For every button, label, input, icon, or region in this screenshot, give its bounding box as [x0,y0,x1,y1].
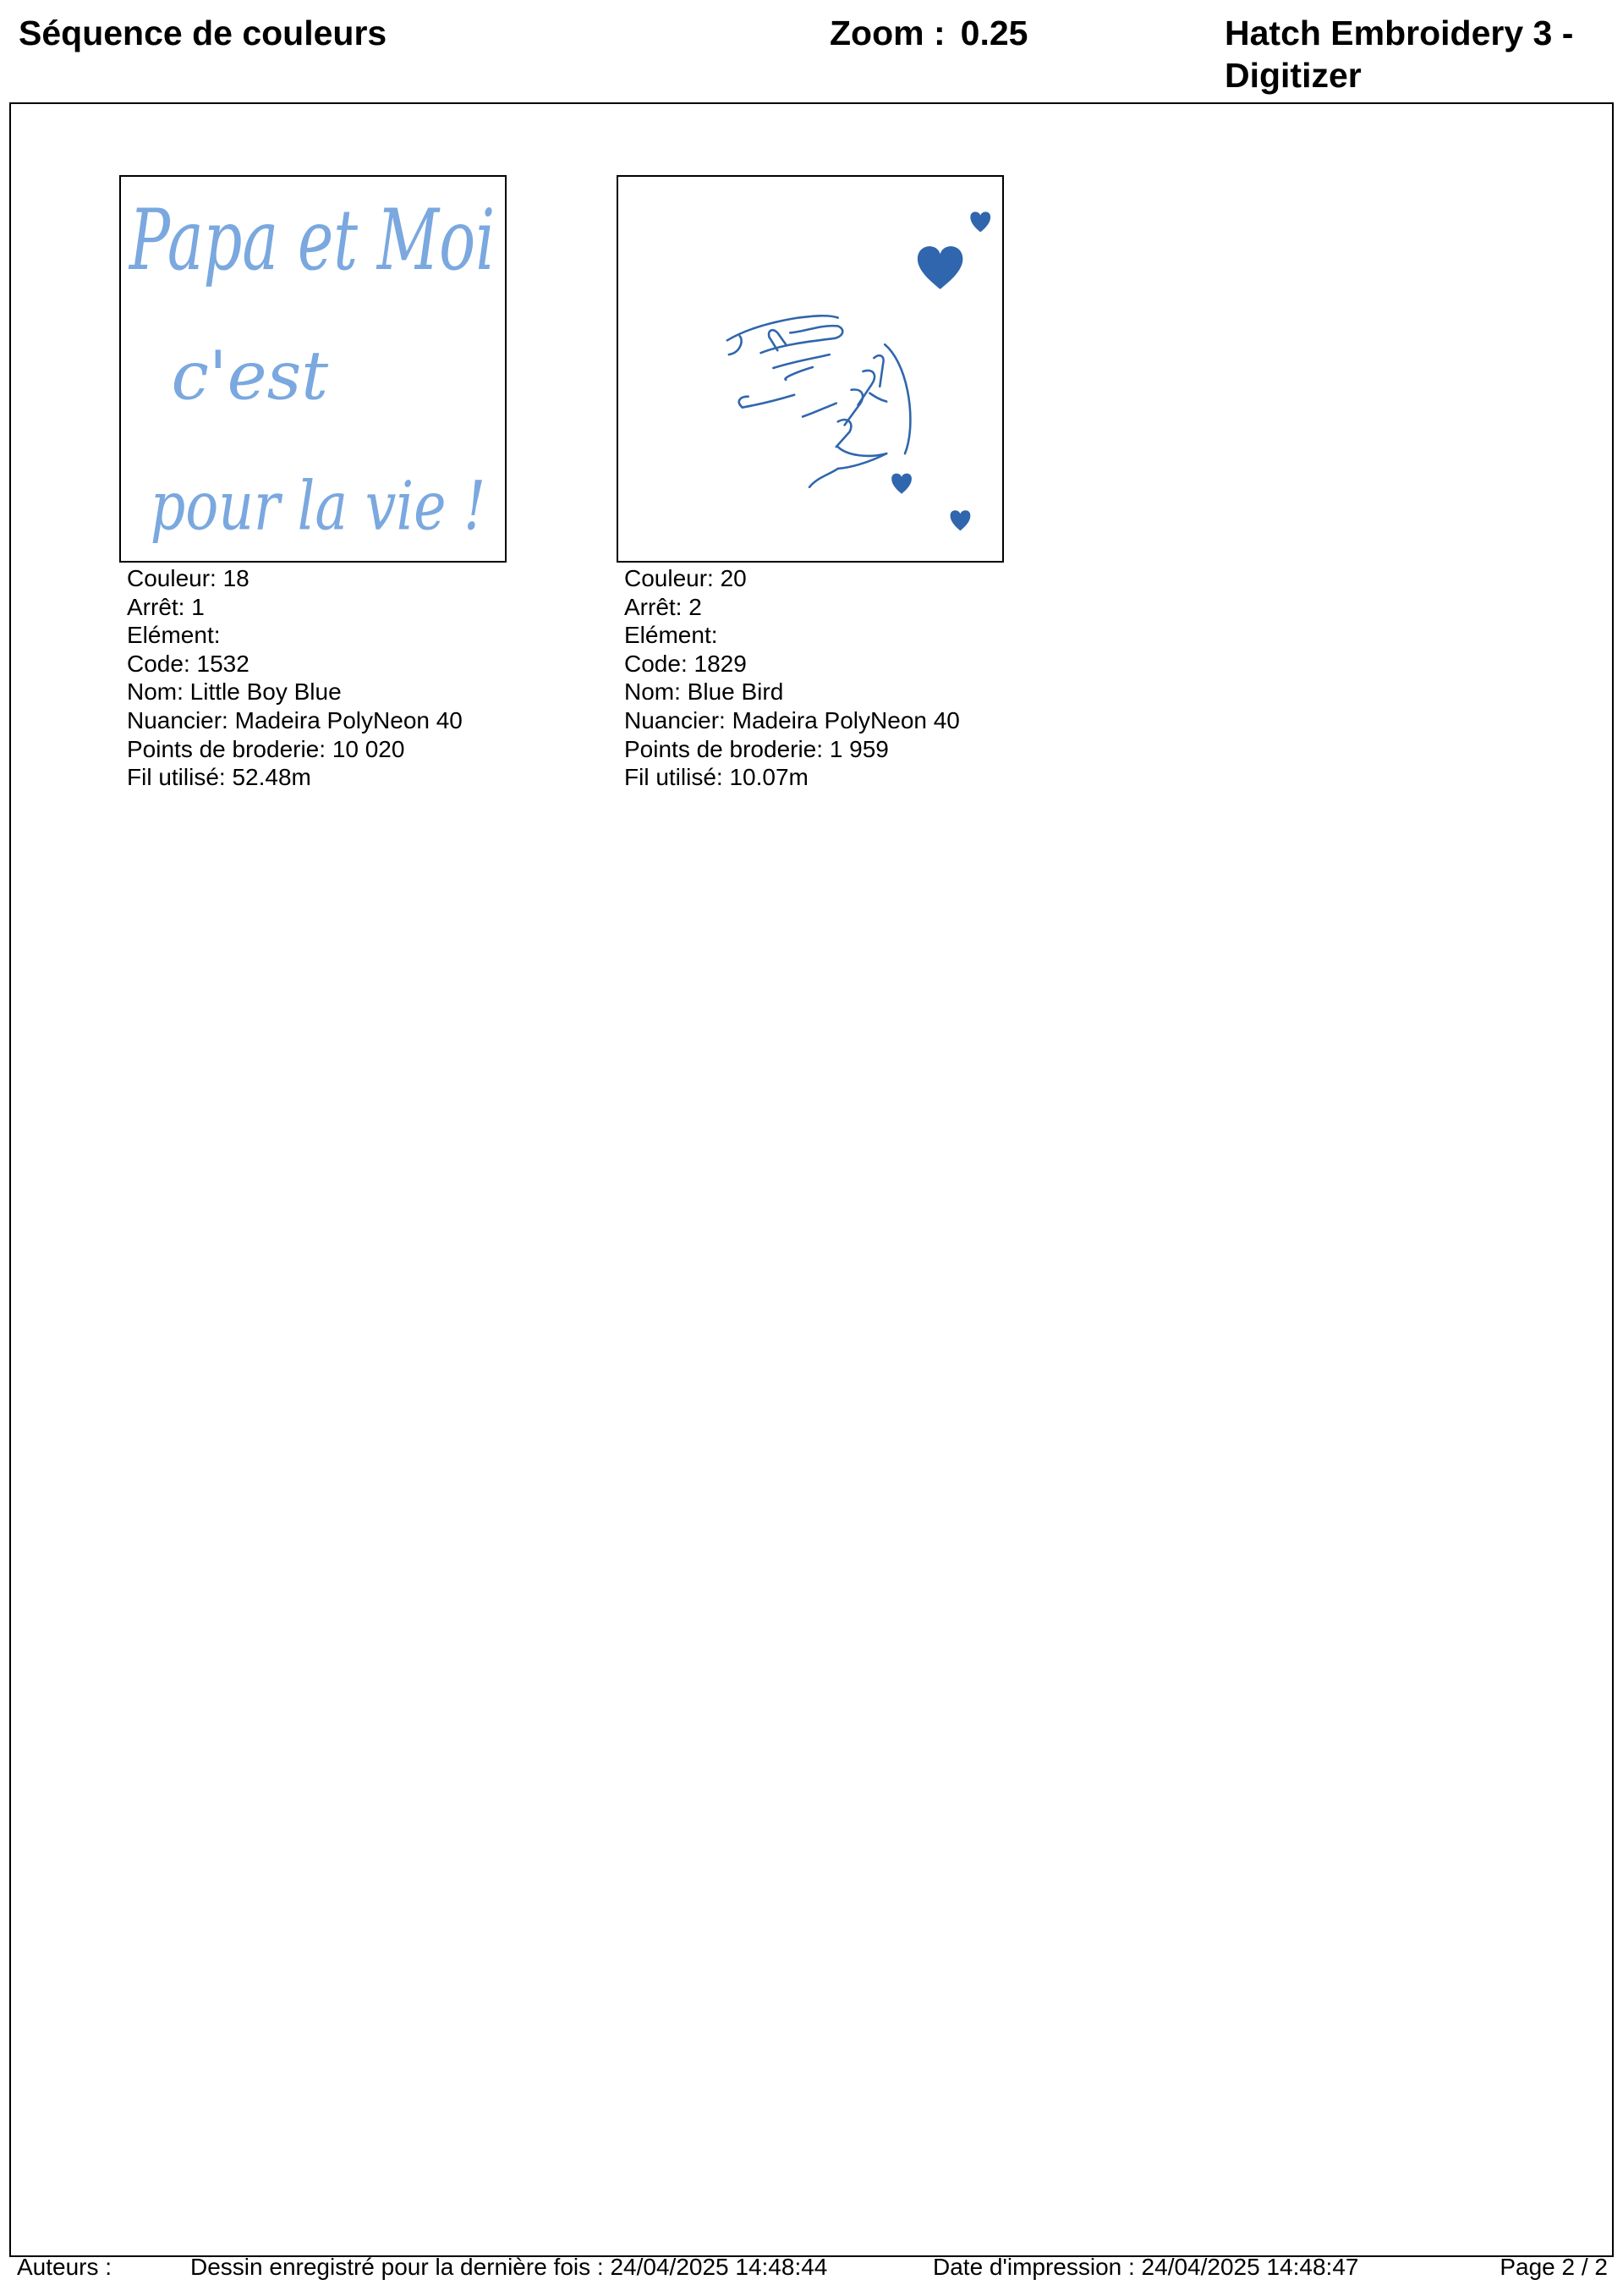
element-label: Elément: [127,622,221,649]
thread-used: Fil utilisé: 10.07m [624,764,809,791]
design-text-line-2: c'est [171,336,329,415]
footer-authors: Auteurs : [17,2254,112,2280]
zoom-value: 0.25 [960,14,1028,52]
zoom-indicator [830,12,1028,54]
color-number: Couleur: 18 [127,565,249,591]
thread-name: Nom: Little Boy Blue [127,678,342,706]
stop-number: Arrêt: 1 [127,593,205,620]
thread-code: Code: 1829 [624,650,747,677]
heart-icon [918,246,963,289]
footer-print-date: Date d'impression : 24/04/2025 14:48:47 [933,2254,1359,2280]
design-text-line-1: Papa et Moi [128,192,496,290]
design-preview-text [121,177,505,561]
stitch-count: Points de broderie: 10 020 [127,735,405,762]
thread-code: Code: 1532 [127,650,249,677]
page-title: Séquence de couleurs [19,14,387,52]
heart-icon-small [951,510,971,530]
element-label: Elément: [624,622,718,649]
color-swatch-preview-2 [617,175,1004,563]
footer-page-number: Page 2 / 2 [1500,2254,1608,2280]
app-name: Hatch Embroidery 3 - Digitizer [1225,14,1574,95]
stitch-count: Points de broderie: 1 959 [624,735,889,762]
color-info-1 [127,564,463,792]
color-info-2 [624,564,960,792]
heart-icon-small [970,211,990,232]
thread-chart: Nuancier: Madeira PolyNeon 40 [624,706,960,733]
design-text-line-3: pour la vie ! [150,466,486,546]
thread-used: Fil utilisé: 52.48m [127,764,311,791]
thread-name: Nom: Blue Bird [624,678,784,706]
stop-number: Arrêt: 2 [624,593,702,620]
color-swatch-preview-1 [119,175,507,563]
color-number: Couleur: 20 [624,565,747,591]
heart-icon-small [891,474,912,494]
thread-chart: Nuancier: Madeira PolyNeon 40 [127,706,463,733]
hands-with-hearts-icon [618,177,1002,561]
footer-saved-date: Dessin enregistré pour la dernière fois : 24/04/2025 14:48:44 [190,2254,828,2280]
zoom-label: Zoom : [830,14,946,52]
